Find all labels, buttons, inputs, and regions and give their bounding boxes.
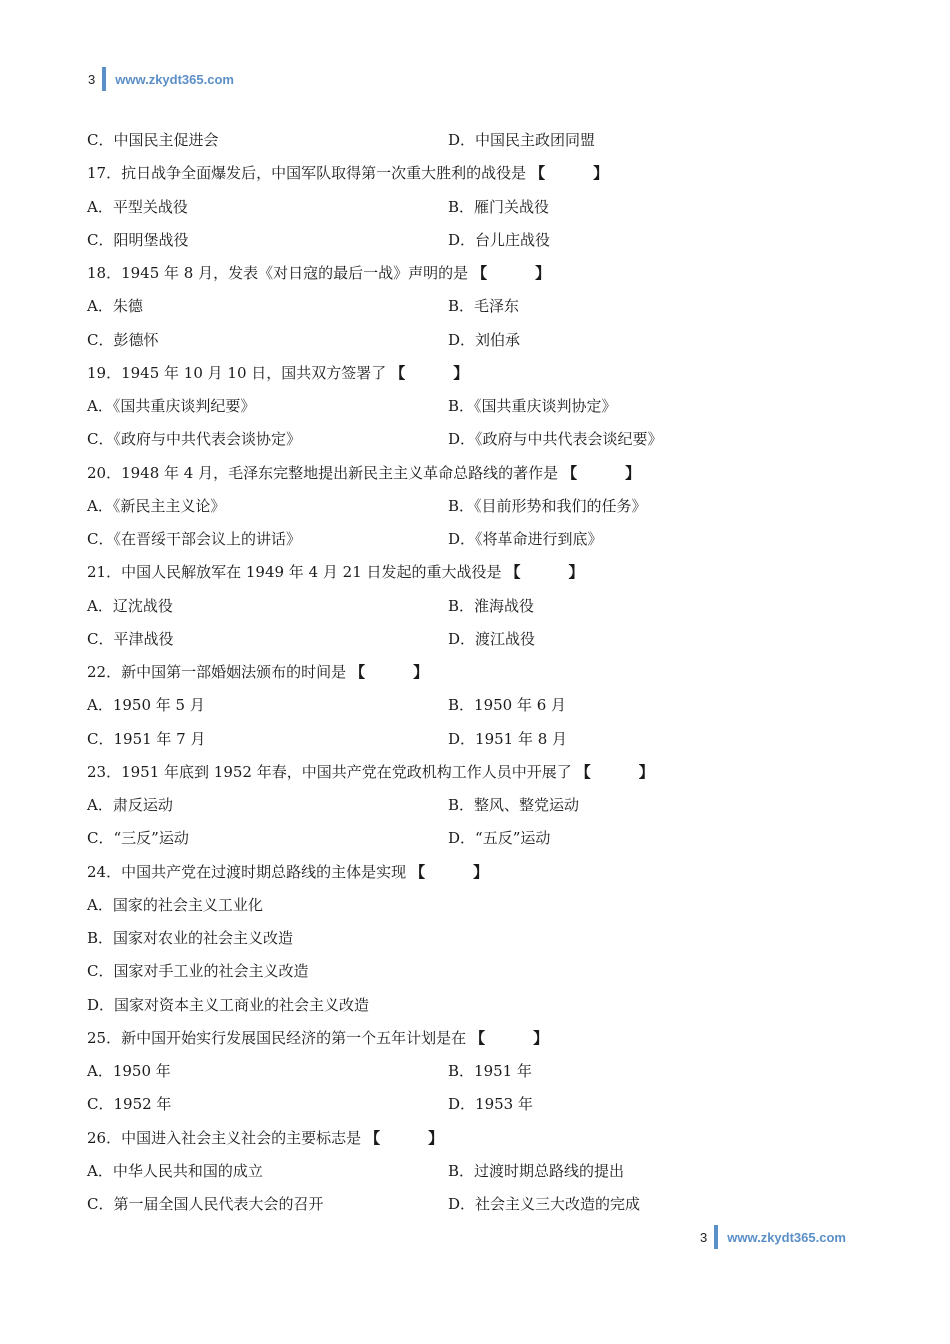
answer-bracket-open: 【 — [390, 363, 406, 382]
option-text: D．1951 年 8 月 — [448, 729, 568, 748]
option-text: C．国家对手工业的社会主义改造 — [87, 962, 309, 981]
question-stem — [87, 157, 887, 190]
question-text: 24．中国共产党在过渡时期总路线的主体是实现 — [87, 862, 407, 881]
question-text: 23．1951 年底到 1952 年春，中国共产党在党政机构工作人员中开展了 — [87, 762, 572, 781]
question-text: 22．新中国第一部婚姻法颁布的时间是 — [87, 663, 347, 681]
header-divider — [102, 67, 106, 91]
question-stem — [87, 756, 887, 789]
option-row — [87, 324, 887, 357]
option-text: D．“五反”运动 — [448, 829, 551, 848]
option-text: D．台儿庄战役 — [448, 230, 551, 249]
option-row — [87, 822, 887, 855]
option-row — [87, 955, 887, 988]
option-text: A．辽沈战役 — [87, 596, 173, 615]
question-text: 25．新中国开始实行发展国民经济的第一个五年计划是在 — [87, 1028, 467, 1047]
option-text: C．1952 年 — [87, 1095, 172, 1114]
question-stem — [87, 656, 887, 689]
question-text: 21．中国人民解放军在 1949 年 4 月 21 日发起的重大战役是 — [87, 563, 502, 582]
option-row — [87, 224, 887, 257]
answer-bracket-open: 【 — [530, 164, 546, 183]
footer-page-number: 3 — [700, 1229, 708, 1245]
option-text: C．彭德怀 — [87, 330, 159, 349]
option-text: A．1950 年 5 月 — [87, 696, 205, 715]
option-text: A．中华人民共和国的成立 — [87, 1161, 263, 1180]
option-row — [87, 523, 887, 556]
option-row — [87, 590, 887, 623]
option-text: B．1950 年 6 月 — [448, 696, 567, 715]
option-text: A．1950 年 — [87, 1062, 171, 1080]
option-text: C．《政府与中共代表会谈协定》 — [87, 430, 301, 449]
option-row — [87, 1155, 887, 1188]
question-stem — [87, 1022, 887, 1055]
page-footer — [700, 1224, 846, 1250]
question-text: 26．中国进入社会主义社会的主要标志是 — [87, 1128, 362, 1147]
answer-bracket-close: 】 — [428, 1128, 444, 1147]
page-header — [88, 66, 234, 92]
option-text: B．1951 年 — [448, 1062, 532, 1080]
option-row — [87, 789, 887, 822]
footer-site-url: www.zkydt365.com — [727, 1229, 846, 1245]
option-d: D．中国民主政团同盟 — [448, 131, 596, 149]
option-text: B．雁门关战役 — [448, 197, 550, 216]
answer-bracket-open: 【 — [410, 862, 426, 881]
answer-bracket-open: 【 — [470, 1028, 486, 1047]
option-text: B．整风、整党运动 — [448, 796, 580, 814]
option-row — [87, 1088, 887, 1121]
option-row — [87, 889, 887, 922]
option-row — [87, 191, 887, 224]
option-text: B．毛泽东 — [448, 297, 520, 316]
option-row — [87, 723, 887, 756]
option-text: B．《目前形势和我们的任务》 — [448, 496, 647, 515]
option-text: C．第一届全国人民代表大会的召开 — [87, 1195, 324, 1213]
question-text: 20．1948 年 4 月，毛泽东完整地提出新民主主义革命总路线的著作是 — [87, 463, 559, 482]
option-text: B．淮海战役 — [448, 596, 535, 615]
question-stem — [87, 1122, 887, 1155]
question-text: 19．1945 年 10 月 10 日，国共双方签署了 — [87, 363, 387, 382]
option-text: B．过渡时期总路线的提出 — [448, 1161, 625, 1180]
question-stem — [87, 357, 887, 390]
answer-bracket-open: 【 — [350, 663, 366, 681]
option-row — [87, 390, 887, 423]
option-text: A．国家的社会主义工业化 — [87, 895, 263, 914]
header-page-number: 3 — [88, 71, 96, 87]
question-stem — [87, 257, 887, 290]
answer-bracket-close: 】 — [625, 463, 641, 482]
answer-bracket-close: 】 — [568, 563, 584, 582]
option-text: C．1951 年 7 月 — [87, 729, 206, 748]
option-text: C．《在晋绥干部会议上的讲话》 — [87, 530, 301, 548]
option-c: C．中国民主促进会 — [87, 131, 219, 149]
question-list — [87, 124, 887, 1221]
option-row — [87, 290, 887, 323]
answer-bracket-open: 【 — [562, 463, 578, 482]
option-row — [87, 423, 887, 456]
option-text: D．社会主义三大改造的完成 — [448, 1195, 641, 1213]
option-text: D．《政府与中共代表会谈纪要》 — [448, 430, 663, 449]
option-text: D．渡江战役 — [448, 629, 536, 648]
answer-bracket-open: 【 — [365, 1128, 381, 1147]
question-stem — [87, 457, 887, 490]
option-text: D．1953 年 — [448, 1095, 533, 1114]
question-stem — [87, 856, 887, 889]
option-text: C．平津战役 — [87, 629, 174, 648]
option-row — [87, 989, 887, 1022]
option-text: B．国家对农业的社会主义改造 — [87, 929, 294, 947]
option-row — [87, 490, 887, 523]
footer-divider — [714, 1225, 718, 1249]
option-text: D．《将革命进行到底》 — [448, 530, 603, 548]
option-row — [87, 1188, 887, 1221]
question-stem — [87, 556, 887, 589]
answer-bracket-close: 】 — [593, 164, 609, 183]
option-text: C．“三反”运动 — [87, 829, 189, 848]
option-text: A．朱德 — [87, 297, 143, 316]
answer-bracket-open: 【 — [472, 264, 488, 282]
answer-bracket-close: 】 — [453, 363, 469, 382]
question-text: 18．1945 年 8 月，发表《对日寇的最后一战》声明的是 — [87, 264, 469, 282]
option-text: C．阳明堡战役 — [87, 230, 189, 249]
option-row — [87, 922, 887, 955]
answer-bracket-close: 】 — [638, 762, 654, 781]
header-site-url: www.zkydt365.com — [115, 71, 234, 87]
option-row — [87, 689, 887, 722]
answer-bracket-close: 】 — [533, 1028, 549, 1047]
answer-bracket-open: 【 — [505, 563, 521, 582]
answer-bracket-open: 【 — [575, 762, 591, 781]
question-text: 17．抗日战争全面爆发后，中国军队取得第一次重大胜利的战役是 — [87, 164, 527, 183]
option-text: A．《新民主主义论》 — [87, 496, 226, 515]
option-row — [87, 124, 887, 157]
answer-bracket-close: 】 — [473, 862, 489, 881]
option-row — [87, 623, 887, 656]
answer-bracket-close: 】 — [535, 264, 551, 282]
answer-bracket-close: 】 — [413, 663, 429, 681]
option-row — [87, 1055, 887, 1088]
option-text: A．肃反运动 — [87, 796, 173, 814]
option-text: D．刘伯承 — [448, 330, 521, 349]
option-text: B．《国共重庆谈判协定》 — [448, 397, 617, 415]
option-text: D．国家对资本主义工商业的社会主义改造 — [87, 995, 370, 1014]
option-text: A．《国共重庆谈判纪要》 — [87, 397, 256, 415]
option-text: A．平型关战役 — [87, 197, 188, 216]
